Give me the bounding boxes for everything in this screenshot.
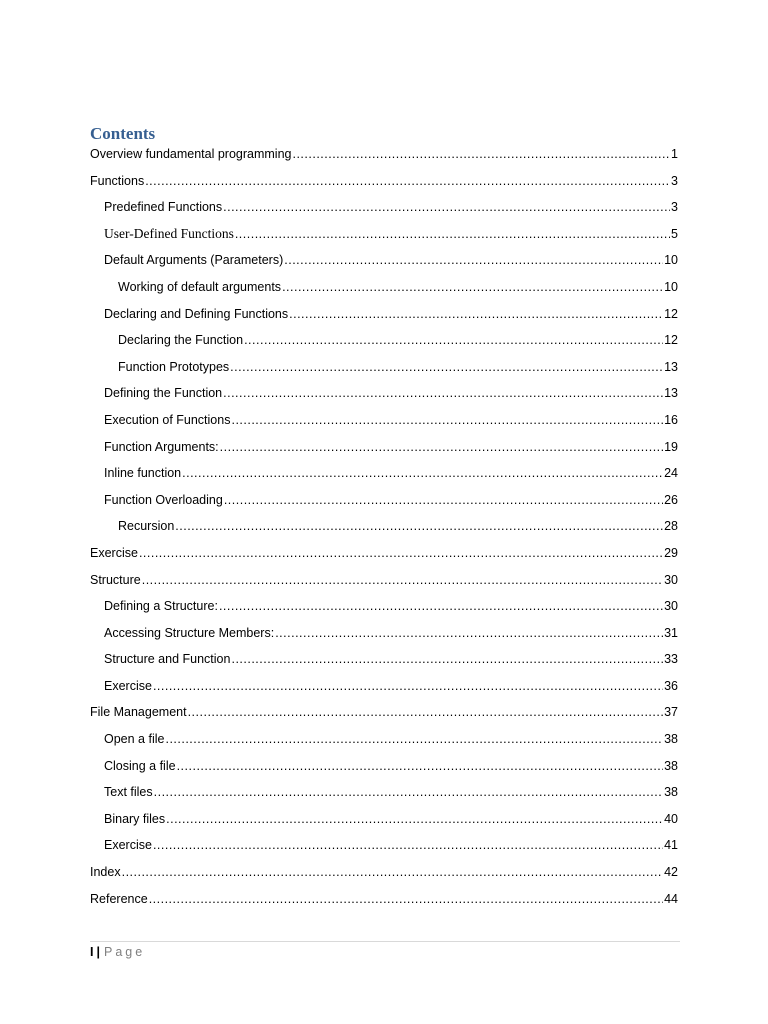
toc-entry-title: File Management [90, 705, 187, 720]
toc-dot-leader [231, 410, 663, 430]
toc-entry-page-number: 24 [664, 466, 678, 481]
toc-entry-page-number: 13 [664, 359, 678, 374]
toc-entry-page-number: 30 [664, 599, 678, 614]
toc-entry-page-number: 31 [664, 625, 678, 640]
toc-entry-title: Overview fundamental programming [90, 147, 292, 161]
toc-entry-page-number: 42 [664, 865, 678, 880]
toc-entry-page-number: 40 [664, 811, 678, 826]
toc-entry[interactable] [90, 490, 678, 517]
toc-entry-title: Exercise [104, 838, 152, 853]
toc-dot-leader [235, 224, 670, 244]
toc-dot-leader [165, 729, 663, 749]
toc-entry-page-number: 29 [664, 545, 678, 560]
toc-dot-leader [154, 782, 663, 802]
toc-entry-title: User-Defined Functions [104, 225, 234, 241]
toc-dot-leader [142, 570, 663, 590]
toc-dot-leader [220, 437, 663, 457]
toc-dot-leader [231, 649, 663, 669]
toc-dot-leader [219, 596, 663, 616]
footer-page-number: I [90, 945, 94, 959]
toc-dot-leader [188, 702, 664, 722]
toc-entry[interactable] [90, 330, 678, 357]
toc-entry[interactable] [90, 250, 678, 277]
toc-entry-page-number: 3 [671, 200, 678, 215]
toc-entry[interactable] [90, 729, 678, 756]
toc-dot-leader [289, 304, 663, 324]
toc-entry-page-number: 28 [664, 519, 678, 534]
toc-entry-title: Functions [90, 173, 145, 188]
toc-entry-title: Recursion [118, 519, 175, 534]
toc-entry-page-number: 37 [664, 705, 678, 720]
toc-dot-leader [153, 676, 663, 696]
toc-entry[interactable] [90, 277, 678, 304]
toc-entry-title: Open a file [104, 732, 165, 747]
toc-entry[interactable] [90, 516, 678, 543]
toc-entry-title: Defining a Structure: [104, 599, 218, 614]
footer-page-label: Page [103, 945, 146, 959]
toc-entry-title: Structure and Function [104, 652, 231, 667]
footer-divider [90, 941, 680, 942]
toc-entry[interactable] [90, 570, 678, 597]
toc-entry[interactable] [90, 809, 678, 836]
toc-entry-title: Defining the Function [104, 386, 223, 401]
toc-entry-page-number: 38 [664, 758, 678, 773]
toc-entry[interactable] [90, 676, 678, 703]
toc-entry-title: Execution of Functions [104, 412, 231, 427]
toc-entry[interactable] [90, 144, 678, 171]
toc-entry[interactable] [90, 171, 678, 198]
toc-entry-page-number: 36 [664, 678, 678, 693]
toc-entry-title: Working of default arguments [118, 279, 282, 294]
toc-heading: Contents [90, 124, 156, 143]
toc-dot-leader [292, 144, 670, 164]
toc-entry-title: Exercise [90, 545, 138, 560]
toc-dot-leader [244, 330, 663, 350]
toc-entry-page-number: 16 [664, 412, 678, 427]
toc-entry-page-number: 12 [664, 333, 678, 348]
toc-entry-page-number: 5 [671, 226, 678, 241]
toc-entry-title: Declaring and Defining Functions [104, 306, 289, 321]
toc-entry[interactable] [90, 835, 678, 862]
toc-dot-leader [284, 250, 663, 270]
toc-entry[interactable] [90, 437, 678, 464]
toc-dot-leader [223, 197, 670, 217]
toc-dot-leader [166, 809, 663, 829]
toc-entry-title: Declaring the Function [118, 333, 244, 348]
toc-entry-title: Reference [90, 891, 148, 906]
toc-entry[interactable] [90, 543, 678, 570]
toc-dot-leader [175, 516, 663, 536]
toc-entry-title: Exercise [104, 678, 152, 693]
toc-entry[interactable] [90, 862, 678, 889]
toc-entry[interactable] [90, 357, 678, 384]
toc-entry-title: Inline function [104, 466, 182, 481]
toc-dot-leader [182, 463, 663, 483]
toc-dot-leader [149, 889, 663, 909]
toc-entry-title: Accessing Structure Members: [104, 625, 275, 640]
toc-entry[interactable] [90, 596, 678, 623]
toc-dot-leader [275, 623, 663, 643]
toc-entry-page-number: 12 [664, 306, 678, 321]
toc-dot-leader [223, 383, 663, 403]
toc-entry-page-number: 10 [664, 279, 678, 294]
toc-entry[interactable] [90, 623, 678, 650]
toc-entry[interactable] [90, 782, 678, 809]
toc-entry-page-number: 38 [664, 732, 678, 747]
toc-entry-title: Function Overloading [104, 492, 223, 507]
toc-entry-title: Default Arguments (Parameters) [104, 253, 284, 268]
toc-list [90, 144, 678, 915]
toc-dot-leader [145, 171, 670, 191]
toc-entry-page-number: 41 [664, 838, 678, 853]
toc-entry-page-number: 13 [664, 386, 678, 401]
toc-entry-title: Function Prototypes [118, 359, 230, 374]
toc-entry[interactable] [90, 702, 678, 729]
toc-entry-page-number: 26 [664, 492, 678, 507]
toc-entry-title: Binary files [104, 811, 166, 826]
toc-entry[interactable] [90, 410, 678, 437]
toc-entry[interactable] [90, 224, 678, 251]
toc-entry[interactable] [90, 197, 678, 224]
toc-dot-leader [282, 277, 663, 297]
toc-entry[interactable] [90, 756, 678, 783]
toc-dot-leader [177, 756, 664, 776]
toc-entry-title: Text files [104, 785, 153, 800]
toc-entry-title: Structure [90, 572, 141, 587]
toc-entry-title: Closing a file [104, 758, 176, 773]
toc-entry-page-number: 38 [664, 785, 678, 800]
toc-entry-title: Function Arguments: [104, 439, 219, 454]
toc-entry[interactable] [90, 383, 678, 410]
toc-entry[interactable] [90, 889, 678, 916]
toc-entry-page-number: 33 [664, 652, 678, 667]
toc-entry-page-number: 19 [664, 439, 678, 454]
toc-dot-leader [153, 835, 663, 855]
toc-entry-page-number: 3 [671, 173, 678, 188]
toc-entry-page-number: 30 [664, 572, 678, 587]
toc-entry-page-number: 1 [671, 147, 678, 161]
toc-entry-page-number: 10 [664, 253, 678, 268]
toc-dot-leader [139, 543, 663, 563]
toc-entry-title: Index [90, 865, 121, 880]
toc-entry-page-number: 44 [664, 891, 678, 906]
toc-entry[interactable] [90, 463, 678, 490]
toc-entry[interactable] [90, 304, 678, 331]
toc-entry-title: Predefined Functions [104, 200, 223, 215]
footer-separator: | [96, 945, 100, 959]
page-footer [90, 943, 145, 961]
toc-entry[interactable] [90, 649, 678, 676]
toc-dot-leader [122, 862, 664, 882]
toc-dot-leader [224, 490, 663, 510]
toc-dot-leader [230, 357, 663, 377]
